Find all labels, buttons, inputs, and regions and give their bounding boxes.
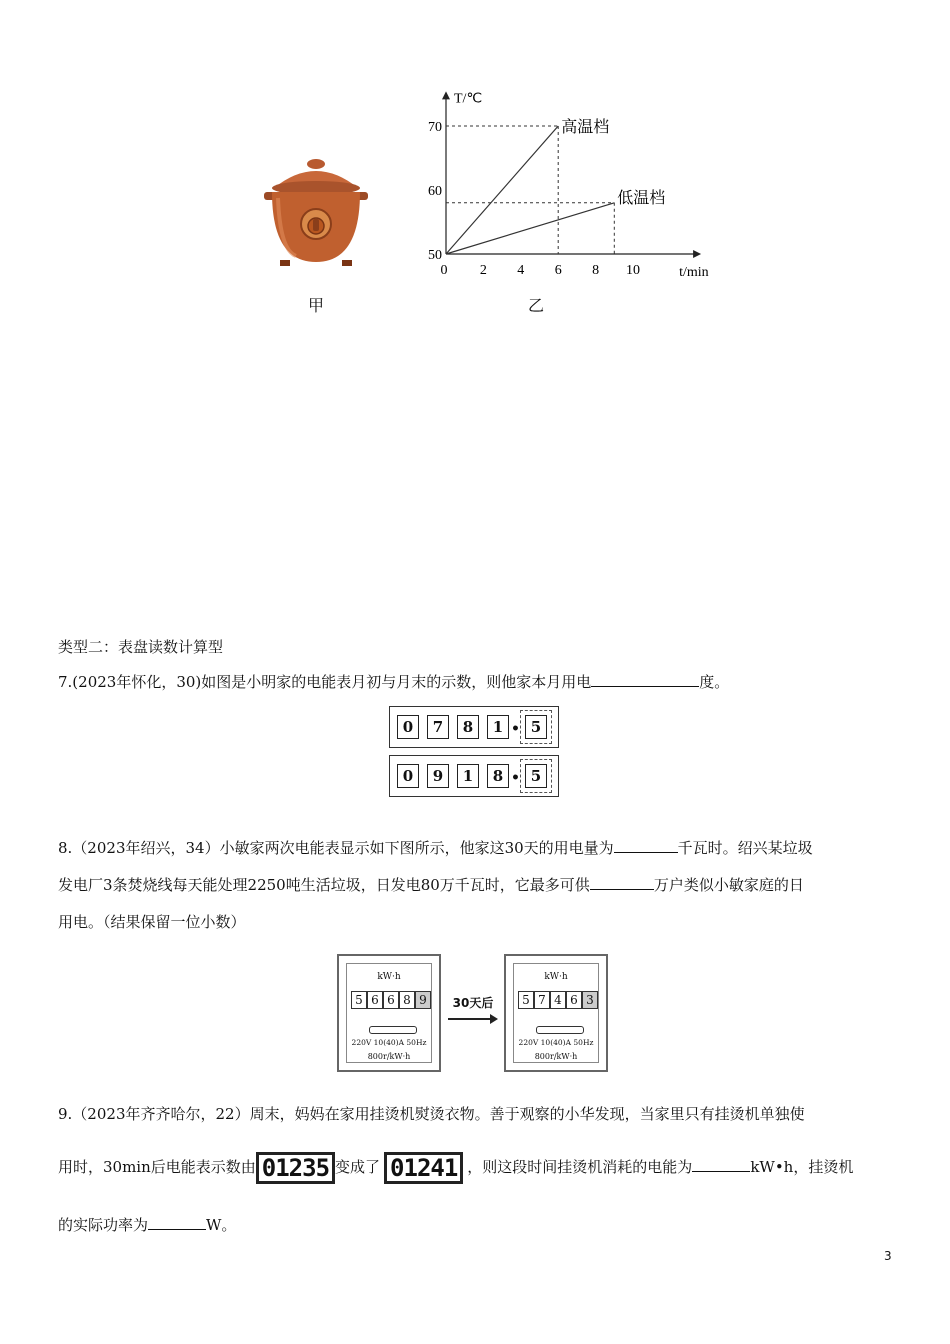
electric-meter-after <box>504 954 608 1072</box>
y-axis-label: T/℃ <box>454 91 483 107</box>
q8-text: 发电厂3条焚烧线每天能处理2250吨生活垃圾，日发电80万千瓦时，它最多可供 <box>58 876 590 894</box>
meter-digit: 0 <box>397 764 419 788</box>
q8-answer-blank-2[interactable] <box>590 875 654 890</box>
meter-digit: 7 <box>427 715 449 739</box>
temperature-time-chart <box>415 91 709 290</box>
x-tick-label: 0 <box>440 263 448 278</box>
q7-text-end: 度。 <box>699 673 730 691</box>
q8-answer-blank-1[interactable] <box>614 838 678 853</box>
meter-from-display: 01235 <box>256 1152 335 1184</box>
x-axis-label: t/min <box>679 265 709 280</box>
x-tick-label: 2 <box>479 263 487 278</box>
q9-text: 的实际功率为 <box>58 1216 149 1234</box>
figure-caption-left: 甲 <box>308 296 325 315</box>
meter-rate: 800r/kW·h <box>367 1052 411 1061</box>
question-7 <box>58 671 729 692</box>
meter-digit: 6 <box>383 991 399 1009</box>
meter-digit: 3 <box>582 991 598 1009</box>
q9-text: W。 <box>206 1216 237 1234</box>
meter-digit: 1 <box>487 715 509 739</box>
page-number: 3 <box>884 1249 892 1263</box>
x-axis-arrow <box>693 250 701 258</box>
arrow-label: 30天后 <box>452 996 494 1010</box>
q9-text: ，则这段时间挂烫机消耗的电能为 <box>467 1158 693 1176</box>
meter-digit: 1 <box>457 764 479 788</box>
meter-decimal-digit: 5 <box>525 715 547 739</box>
meter-reading-start <box>389 706 559 748</box>
meter-digit: 9 <box>415 991 431 1009</box>
x-tick-label: 8 <box>592 263 600 278</box>
series-line <box>446 126 558 254</box>
series-line <box>446 203 614 254</box>
section-title: 类型二：表盘读数计算型 <box>58 638 224 656</box>
q7-text: 7.(2023年怀化，30)如图是小明家的电能表月初与月末的示数，则他家本月用电 <box>58 673 592 691</box>
meter-face <box>346 963 432 1063</box>
meter-digit: 7 <box>534 991 550 1009</box>
q8-text: 万户类似小敏家庭的日 <box>653 876 804 894</box>
slow-cooker-image <box>256 150 376 270</box>
question-9-line-3 <box>58 1214 236 1235</box>
question-9-line-2 <box>58 1150 853 1184</box>
y-axis-arrow <box>442 91 450 99</box>
meter-unit: kW·h <box>544 972 568 982</box>
x-tick-label: 6 <box>554 263 562 278</box>
decimal-point: • <box>511 721 520 737</box>
series-label: 低温档 <box>617 187 666 207</box>
q7-answer-blank[interactable] <box>591 672 699 687</box>
question-8-line-3: 用电。（结果保留一位小数） <box>58 913 246 931</box>
meter-arrow <box>446 994 500 1030</box>
meter-rotor-window <box>369 1026 417 1034</box>
y-tick-label: 70 <box>428 120 442 135</box>
meter-decimal-digit: 5 <box>525 764 547 788</box>
q9-text: 用时，30min后电能表示数由 <box>58 1158 256 1176</box>
q8-text: 8.（2023年绍兴，34）小敏家两次电能表显示如下图所示，他家这30天的用电量为 <box>58 839 614 857</box>
meter-digit: 5 <box>351 991 367 1009</box>
meter-digit: 4 <box>550 991 566 1009</box>
q9-text: 变成了 <box>335 1158 381 1176</box>
right-arrow-icon <box>446 1012 500 1026</box>
meter-reading-end <box>389 755 559 797</box>
meter-digit: 8 <box>457 715 479 739</box>
meter-spec: 220V 10(40)A 50Hz <box>351 1038 427 1047</box>
meter-digit: 8 <box>487 764 509 788</box>
y-tick-label: 50 <box>428 248 442 263</box>
q9-energy-blank[interactable] <box>692 1157 750 1172</box>
figure-caption-right: 乙 <box>528 296 545 315</box>
meter-face <box>513 963 599 1063</box>
question-9-line-1: 9.（2023年齐齐哈尔，22）周末，妈妈在家用挂烫机熨烫衣物。善于观察的小华发现，当家里只有挂烫机单独使 <box>58 1105 805 1123</box>
x-tick-label: 4 <box>517 263 525 278</box>
meter-digit: 8 <box>399 991 415 1009</box>
series-label: 高温档 <box>561 117 610 136</box>
meter-digit: 0 <box>397 715 419 739</box>
meter-rotor-window <box>536 1026 584 1034</box>
meter-spec: 220V 10(40)A 50Hz <box>518 1038 594 1047</box>
q9-power-blank[interactable] <box>148 1215 206 1230</box>
meter-digit: 5 <box>518 991 534 1009</box>
q8-text: 千瓦时。绍兴某垃圾 <box>677 839 813 857</box>
x-tick-label: 10 <box>626 263 640 278</box>
meter-unit: kW·h <box>377 972 401 982</box>
meter-digit: 6 <box>566 991 582 1009</box>
y-tick-label: 60 <box>428 184 442 199</box>
question-8-line-1 <box>58 837 813 858</box>
meter-to-display: 01241 <box>384 1152 463 1184</box>
question-8-line-2 <box>58 874 804 895</box>
meter-digit: 9 <box>427 764 449 788</box>
decimal-point: • <box>511 770 520 786</box>
meter-rate: 800r/kW·h <box>534 1052 578 1061</box>
q9-text: kW•h，挂烫机 <box>750 1158 854 1176</box>
electric-meter-before <box>337 954 441 1072</box>
meter-digit: 6 <box>367 991 383 1009</box>
